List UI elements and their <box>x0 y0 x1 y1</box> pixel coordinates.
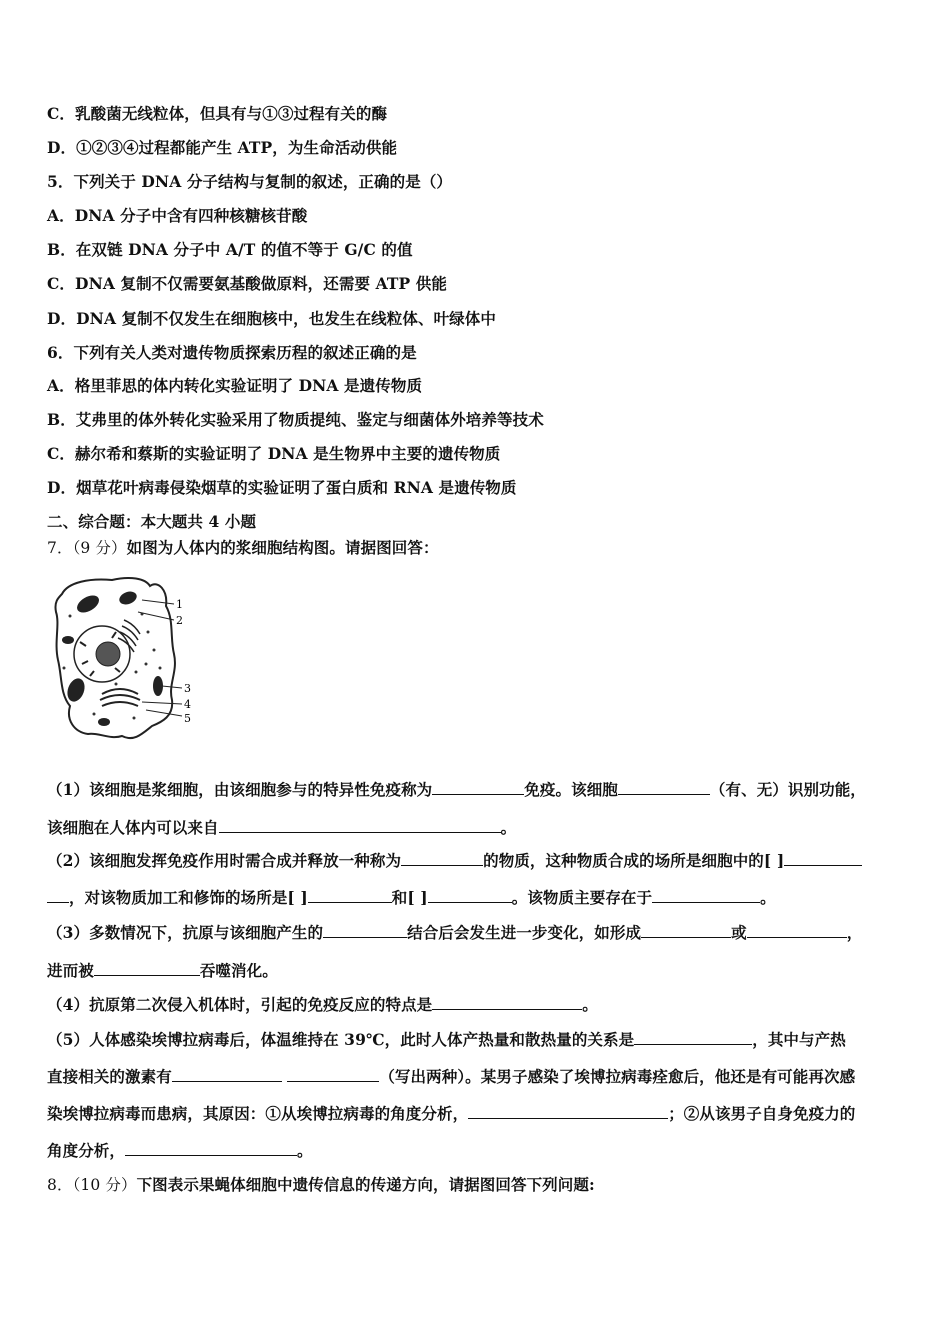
q7-part1-line1 <box>47 778 866 800</box>
q5-option-c: C．DNA 复制不仅需要氨基酸做原料，还需要 ATP 供能 <box>47 274 447 293</box>
blank[interactable] <box>652 887 760 903</box>
q8-score: （10 分） <box>72 1176 137 1194</box>
blank[interactable] <box>618 779 710 795</box>
text: 。 <box>760 888 776 907</box>
blank[interactable] <box>468 1103 668 1119</box>
organelle-dark <box>153 676 163 696</box>
blank[interactable] <box>428 887 512 903</box>
organelle-dark <box>74 592 102 616</box>
text: 直接相关的激素有 <box>47 1067 172 1086</box>
q7-part1-line2 <box>47 816 516 838</box>
text: 进而被 <box>47 961 94 980</box>
figure-label-2: 2 <box>176 614 183 627</box>
blank[interactable] <box>641 922 731 938</box>
q5-option-b: B．在双链 DNA 分子中 A/T 的值不等于 G/C 的值 <box>47 240 413 259</box>
golgi <box>100 689 140 706</box>
q4-option-c: C．乳酸菌无线粒体，但具有与①③过程有关的酶 <box>47 104 388 123</box>
text: （2）该细胞发挥免疫作用时需合成并释放一种称为 <box>47 851 402 870</box>
q5-stem: 5．下列关于 DNA 分子结构与复制的叙述，正确的是（） <box>47 172 453 191</box>
q4-option-d: D．①②③④过程都能产生 ATP，为生命活动供能 <box>47 138 398 157</box>
organelle-dark <box>64 676 87 704</box>
figure-label-1: 1 <box>176 598 183 611</box>
q7-part2-line2 <box>47 886 776 908</box>
figure-label-4: 4 <box>184 698 191 711</box>
q6-option-a: A．格里菲思的体内转化实验证明了 DNA 是遗传物质 <box>47 376 423 395</box>
blank[interactable] <box>219 817 501 833</box>
text: （有、无）识别功能， <box>709 780 866 799</box>
text: 染埃博拉病毒而患病，其原因：①从埃博拉病毒的角度分析， <box>47 1104 469 1123</box>
text: ；②从该男子自身免疫力的 <box>668 1104 856 1123</box>
blank[interactable] <box>94 960 200 976</box>
q6-option-b: B．艾弗里的体外转化实验采用了物质提纯、鉴定与细菌体外培养等技术 <box>47 410 544 429</box>
text: 该细胞在人体内可以来自 <box>47 818 219 837</box>
blank[interactable] <box>432 994 582 1010</box>
text: 的物质，这种物质合成的场所是细胞中的[ ] <box>483 851 785 870</box>
text: 。 <box>500 818 517 837</box>
blank[interactable] <box>432 779 524 795</box>
q8-stem-line <box>47 1173 595 1195</box>
q5-option-a: A．DNA 分子中含有四种核糖核苷酸 <box>47 206 308 225</box>
text: （写出两种）。某男子感染了埃博拉病毒痊愈后，他还是有可能再次感 <box>379 1067 856 1086</box>
q5-option-d: D．DNA 复制不仅发生在细胞核中，也发生在线粒体、叶绿体中 <box>47 309 496 328</box>
organelle-dark <box>98 718 110 726</box>
blank[interactable] <box>47 887 69 903</box>
text: 吞噬消化。 <box>199 961 278 980</box>
text: （4）抗原第二次侵入机体时，引起的免疫反应的特点是 <box>47 995 433 1014</box>
section-heading: 二、综合题：本大题共 4 小题 <box>47 512 257 531</box>
figure-label-5: 5 <box>184 712 191 725</box>
q8-stem: 下图表示果蝇体细胞中遗传信息的传递方向，请据图回答下列问题: <box>136 1175 595 1194</box>
text: 。 <box>582 995 598 1014</box>
blank[interactable] <box>784 850 862 866</box>
blank[interactable] <box>747 922 847 938</box>
blank[interactable] <box>287 1066 379 1082</box>
organelle-dark <box>117 589 138 606</box>
q7-number: 7． <box>47 539 73 557</box>
q7-stem-line <box>47 536 439 558</box>
q6-option-d: D．烟草花叶病毒侵染烟草的实验证明了蛋白质和 RNA 是遗传物质 <box>47 478 517 497</box>
q7-part5-line2 <box>47 1065 855 1087</box>
blank[interactable] <box>634 1029 752 1045</box>
text: （5）人体感染埃博拉病毒后，体温维持在 39℃，此时人体产热量和散热量的关系是 <box>47 1030 635 1049</box>
blank[interactable] <box>401 850 483 866</box>
blank[interactable] <box>323 922 407 938</box>
q7-part5-line4 <box>47 1139 313 1161</box>
q7-part4-line <box>47 993 598 1015</box>
blank[interactable] <box>308 887 392 903</box>
organelle-dark <box>62 636 74 644</box>
q6-stem: 6．下列有关人类对遗传物质探索历程的叙述正确的是 <box>47 343 417 362</box>
text: ，对该物质加工和修饰的场所是[ ] <box>69 888 308 907</box>
plasma-cell-diagram <box>50 572 210 744</box>
q7-part2-line1 <box>47 849 862 871</box>
text: 角度分析， <box>47 1141 126 1160</box>
q6-option-c: C．赫尔希和蔡斯的实验证明了 DNA 是生物界中主要的遗传物质 <box>47 444 501 463</box>
text: 结合后会发生进一步变化，如形成 <box>407 923 642 942</box>
q7-part3-line1 <box>47 921 862 943</box>
q7-part3-line2 <box>47 959 278 981</box>
text: 或 <box>731 923 747 942</box>
blank[interactable] <box>172 1066 282 1082</box>
text: 。该物质主要存在于 <box>511 888 653 907</box>
text: （3）多数情况下，抗原与该细胞产生的 <box>47 923 324 942</box>
figure-label-3: 3 <box>184 682 191 695</box>
text: 免疫。该细胞 <box>524 780 618 799</box>
q7-part5-line3 <box>47 1102 855 1124</box>
text: ， <box>846 923 863 942</box>
q7-score: （9 分） <box>72 539 127 557</box>
q7-part5-line1 <box>47 1028 846 1050</box>
nucleolus <box>96 642 120 666</box>
q7-stem: 如图为人体内的浆细胞结构图。请据图回答： <box>126 538 439 557</box>
text: ，其中与产热 <box>752 1030 846 1049</box>
q8-number: 8． <box>47 1176 73 1194</box>
blank[interactable] <box>125 1140 297 1156</box>
text: 和[ ] <box>391 888 428 907</box>
text: （1）该细胞是浆细胞，由该细胞参与的特异性免疫称为 <box>47 780 433 799</box>
text: 。 <box>297 1141 313 1160</box>
